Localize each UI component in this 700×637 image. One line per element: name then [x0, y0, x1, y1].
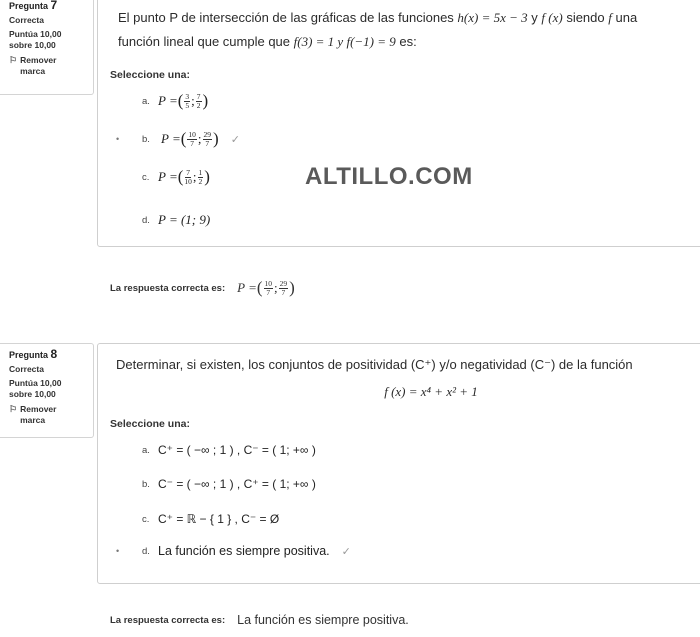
question-text-part: una — [611, 10, 638, 25]
math-expression: h(x) = 5x − 3 — [457, 10, 528, 25]
fraction — [196, 93, 202, 110]
paren-close: ) — [213, 129, 219, 148]
fraction-num: 10 — [264, 278, 273, 288]
selected-marker: • — [116, 134, 120, 144]
option-lhs: P = — [161, 131, 181, 146]
paren-close: ) — [204, 167, 210, 186]
watermark: ALTILLO.COM — [305, 163, 473, 190]
feedback-lhs: P = — [237, 280, 257, 295]
fraction — [187, 131, 197, 148]
question-info-8 — [0, 343, 94, 438]
math-expression: y — [334, 34, 347, 49]
math-expression: f(−1) = 9 — [346, 34, 396, 49]
fraction-den: 7 — [281, 287, 286, 297]
question-text-line: Determinar, si existen, los conjuntos de positividad (C⁺) y/o negatividad (C⁻) de la función — [116, 357, 633, 372]
option-lhs: P = — [158, 169, 178, 184]
answer-option-c[interactable] — [142, 167, 210, 187]
fraction — [198, 169, 204, 186]
fraction-num: 29 — [279, 278, 288, 288]
correct-answer-feedback — [110, 613, 409, 627]
fraction — [264, 280, 274, 297]
question-number-value: 8 — [50, 347, 58, 361]
fraction — [203, 131, 213, 148]
question-label: Pregunta — [9, 350, 49, 360]
fraction — [184, 93, 190, 110]
fraction-den: 5 — [185, 100, 190, 110]
fraction-num: 1 — [198, 167, 203, 177]
option-letter: b. — [142, 478, 150, 490]
option-text: La función es siempre positiva. — [158, 544, 330, 558]
flag-icon: ⚐ — [9, 404, 18, 414]
paren-open: ( — [177, 91, 184, 110]
question-text-part: El punto P de intersección de las gráficas de las funciones — [118, 10, 458, 25]
option-text: P = (1; 9) — [158, 212, 211, 227]
fraction-num: 7 — [196, 91, 201, 101]
option-letter: a. — [142, 444, 150, 456]
option-letter: d. — [142, 214, 150, 226]
question-text-part: función lineal que cumple que — [118, 34, 294, 49]
option-letter: d. — [142, 545, 150, 557]
flag-line-1: Remover — [20, 404, 57, 414]
question-text — [118, 6, 698, 54]
correct-answer-feedback — [110, 278, 295, 298]
fraction-num: 3 — [185, 91, 190, 101]
option-text: C⁺ = ( −∞ ; 1 ) , C⁻ = ( 1; +∞ ) — [158, 443, 316, 457]
question-grade — [9, 378, 93, 400]
answer-option-a[interactable] — [142, 443, 316, 457]
question-number-value: 7 — [50, 0, 58, 12]
fraction-den: 10 — [184, 176, 192, 186]
fraction-den: 2 — [196, 100, 201, 110]
answer-option-b[interactable] — [116, 129, 240, 149]
fraction — [279, 280, 289, 297]
separator: ; — [197, 131, 202, 146]
flag-line-2: marca — [20, 66, 46, 76]
fraction-den: 7 — [266, 287, 271, 297]
question-grade — [9, 29, 93, 51]
question-info-7 — [0, 0, 94, 95]
check-icon: ✓ — [230, 133, 240, 146]
math-expression: f (x) — [541, 10, 563, 25]
fraction-num: 10 — [188, 129, 196, 139]
grade-line-2: sobre 10,00 — [9, 389, 56, 399]
question-text-part: siendo — [562, 10, 609, 25]
math-expression: f — [608, 10, 612, 25]
question-text — [116, 356, 696, 401]
option-text: C⁺ = ℝ − { 1 } , C⁻ = Ø — [158, 512, 280, 526]
answer-option-d[interactable] — [142, 212, 210, 228]
paren-open: ( — [180, 129, 187, 148]
question-state: Correcta — [9, 15, 44, 25]
answer-option-b[interactable] — [142, 477, 316, 491]
fraction-num: 29 — [203, 129, 212, 139]
math-expression: f(3) = 1 — [293, 34, 335, 49]
paren-close: ) — [289, 278, 295, 297]
fraction-den: 7 — [190, 138, 195, 148]
check-icon: ✓ — [341, 545, 351, 558]
feedback-label: La respuesta correcta es: — [110, 282, 226, 294]
math-expression: f (x) = x⁴ + x² + 1 — [384, 384, 478, 399]
fraction — [184, 169, 192, 186]
answer-option-a[interactable] — [142, 91, 208, 111]
option-lhs: P = — [158, 93, 178, 108]
feedback-text: La función es siempre positiva. — [237, 613, 409, 627]
question-label: Pregunta — [9, 1, 49, 11]
question-content-8 — [97, 343, 700, 584]
fraction-den: 2 — [198, 176, 203, 186]
question-text-part: y — [527, 10, 542, 25]
question-text-part: es: — [395, 34, 417, 49]
separator: ; — [191, 93, 195, 108]
answer-option-c[interactable] — [142, 512, 279, 526]
remove-flag-link[interactable] — [9, 55, 93, 77]
grade-line-1: Puntúa 10,00 — [9, 378, 62, 388]
answer-option-d[interactable] — [116, 544, 351, 558]
option-text: C⁻ = ( −∞ ; 1 ) , C⁺ = ( 1; +∞ ) — [158, 477, 316, 491]
select-prompt: Seleccione una: — [110, 418, 190, 430]
select-prompt: Seleccione una: — [110, 69, 190, 81]
separator: ; — [192, 169, 197, 184]
question-number — [9, 0, 93, 12]
fraction-den: 7 — [205, 138, 210, 148]
flag-icon: ⚐ — [9, 55, 18, 65]
paren-open: ( — [177, 167, 184, 186]
flag-line-2: marca — [20, 415, 46, 425]
question-content-7 — [97, 0, 700, 247]
option-letter: c. — [142, 513, 150, 525]
remove-flag-link[interactable] — [9, 404, 93, 426]
grade-line-2: sobre 10,00 — [9, 40, 56, 50]
question-number — [9, 349, 93, 361]
option-letter: a. — [142, 95, 150, 107]
feedback-label: La respuesta correcta es: — [110, 614, 226, 626]
flag-line-1: Remover — [20, 55, 57, 65]
option-letter: b. — [142, 133, 150, 145]
selected-marker: • — [116, 546, 120, 556]
separator: ; — [274, 280, 278, 295]
question-state: Correcta — [9, 364, 44, 374]
fraction-num: 7 — [186, 167, 191, 177]
paren-close: ) — [202, 91, 209, 110]
option-letter: c. — [142, 171, 150, 183]
paren-open: ( — [256, 278, 263, 297]
grade-line-1: Puntúa 10,00 — [9, 29, 62, 39]
